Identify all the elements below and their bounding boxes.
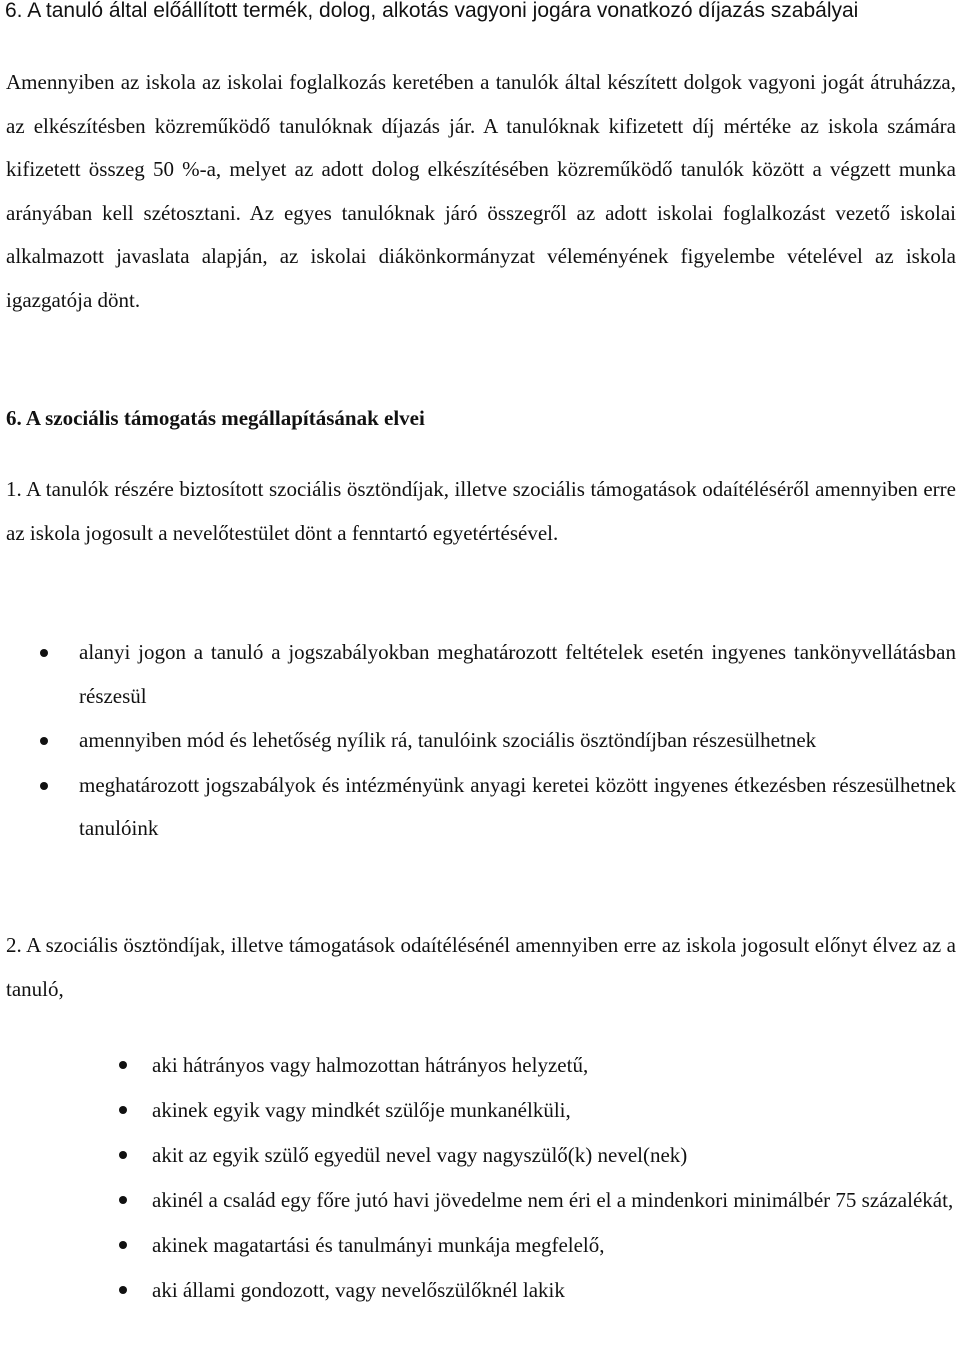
bullet-icon: [119, 1286, 127, 1294]
social-point-2-block: [6, 924, 956, 1011]
priority-criteria-list: [0, 1043, 960, 1312]
list-item: [0, 1043, 955, 1087]
list-item-text: aki hátrányos vagy halmozottan hátrányos helyzetű,: [152, 1053, 589, 1077]
list-item-text: alanyi jogon a tanuló a jogszabályokban meghatározott feltételek esetén ingyenes tankönyvellátásban részesül: [79, 640, 956, 708]
benefits-list: [0, 631, 960, 851]
section-heading-social-support: 6. A szociális támogatás megállapításának elvei: [6, 406, 425, 430]
list-item: [0, 719, 956, 763]
list-item: [0, 631, 956, 718]
social-heading-block: [6, 404, 956, 432]
list-item: [0, 1223, 955, 1267]
bullet-icon: [119, 1106, 127, 1114]
list-item-text: amennyiben mód és lehetőség nyílik rá, tanulóink szociális ösztöndíjban részesülhetnek: [79, 728, 817, 752]
list-item-text: aki állami gondozott, vagy nevelőszülőknél lakik: [152, 1278, 565, 1302]
list-item-text: akit az egyik szülő egyedül nevel vagy nagyszülő(k) nevel(nek): [152, 1143, 688, 1167]
bullet-icon: [119, 1061, 127, 1069]
bullet-icon: [119, 1151, 127, 1159]
list-item: [0, 1088, 955, 1132]
social-point-1-block: [6, 468, 956, 555]
list-item: [0, 764, 956, 851]
list-item-text: akinek magatartási és tanulmányi munkája megfelelő,: [152, 1233, 605, 1257]
bullet-icon: [119, 1241, 127, 1249]
bullet-icon: [40, 737, 48, 745]
list-item: [0, 1268, 955, 1312]
bullet-icon: [40, 649, 48, 657]
list-item-text: meghatározott jogszabályok és intézményünk anyagi keretei között ingyenes étkezésben részesülhetnek tanulóink: [79, 772, 956, 840]
list-item: [0, 1133, 955, 1177]
compensation-paragraph-block: [6, 61, 956, 322]
section-heading-compensation: 6. A tanuló által előállított termék, dolog, alkotás vagyoni jogára vonatkozó díjazás szabályai: [5, 0, 859, 22]
list-item-text: akinek egyik vagy mindkét szülője munkanélküli,: [152, 1098, 571, 1122]
compensation-paragraph: Amennyiben az iskola az iskolai foglalkozás keretében a tanulók által készített dolgok vagyoni jogát átruházza, az elkészítésben közreműködő tanulóknak díjazás jár. A tanulóknak kifizetett díj mértéke az iskola számára kifizetett összeg 50 %-a, melyet az adott dolog elkészítésében közreműködő tanulók között a végzett munka arányában kell szétosztani. Az egyes tanulóknak járó összegről az adott iskolai foglalkozást vezető iskolai alkalmazott javaslata alapján, az iskolai diákönkormányzat véleményének figyelembe vételével az iskola igazgatója dönt.: [6, 70, 956, 312]
list-item: [0, 1178, 955, 1222]
social-point-2: 2. A szociális ösztöndíjak, illetve támogatások odaítélésénél amennyiben erre az iskola jogosult előnyt élvez az a tanuló,: [6, 933, 956, 1001]
bullet-icon: [40, 782, 48, 790]
social-point-1: 1. A tanulók részére biztosított szociális ösztöndíjak, illetve szociális támogatások odaítéléséről amennyiben erre az iskola jogosult a nevelőtestület dönt a fenntartó egyetértésével.: [6, 477, 956, 545]
bullet-icon: [119, 1196, 127, 1204]
list-item-text: akinél a család egy főre jutó havi jövedelme nem éri el a mindenkori minimálbér 75 százalékát,: [152, 1188, 954, 1212]
